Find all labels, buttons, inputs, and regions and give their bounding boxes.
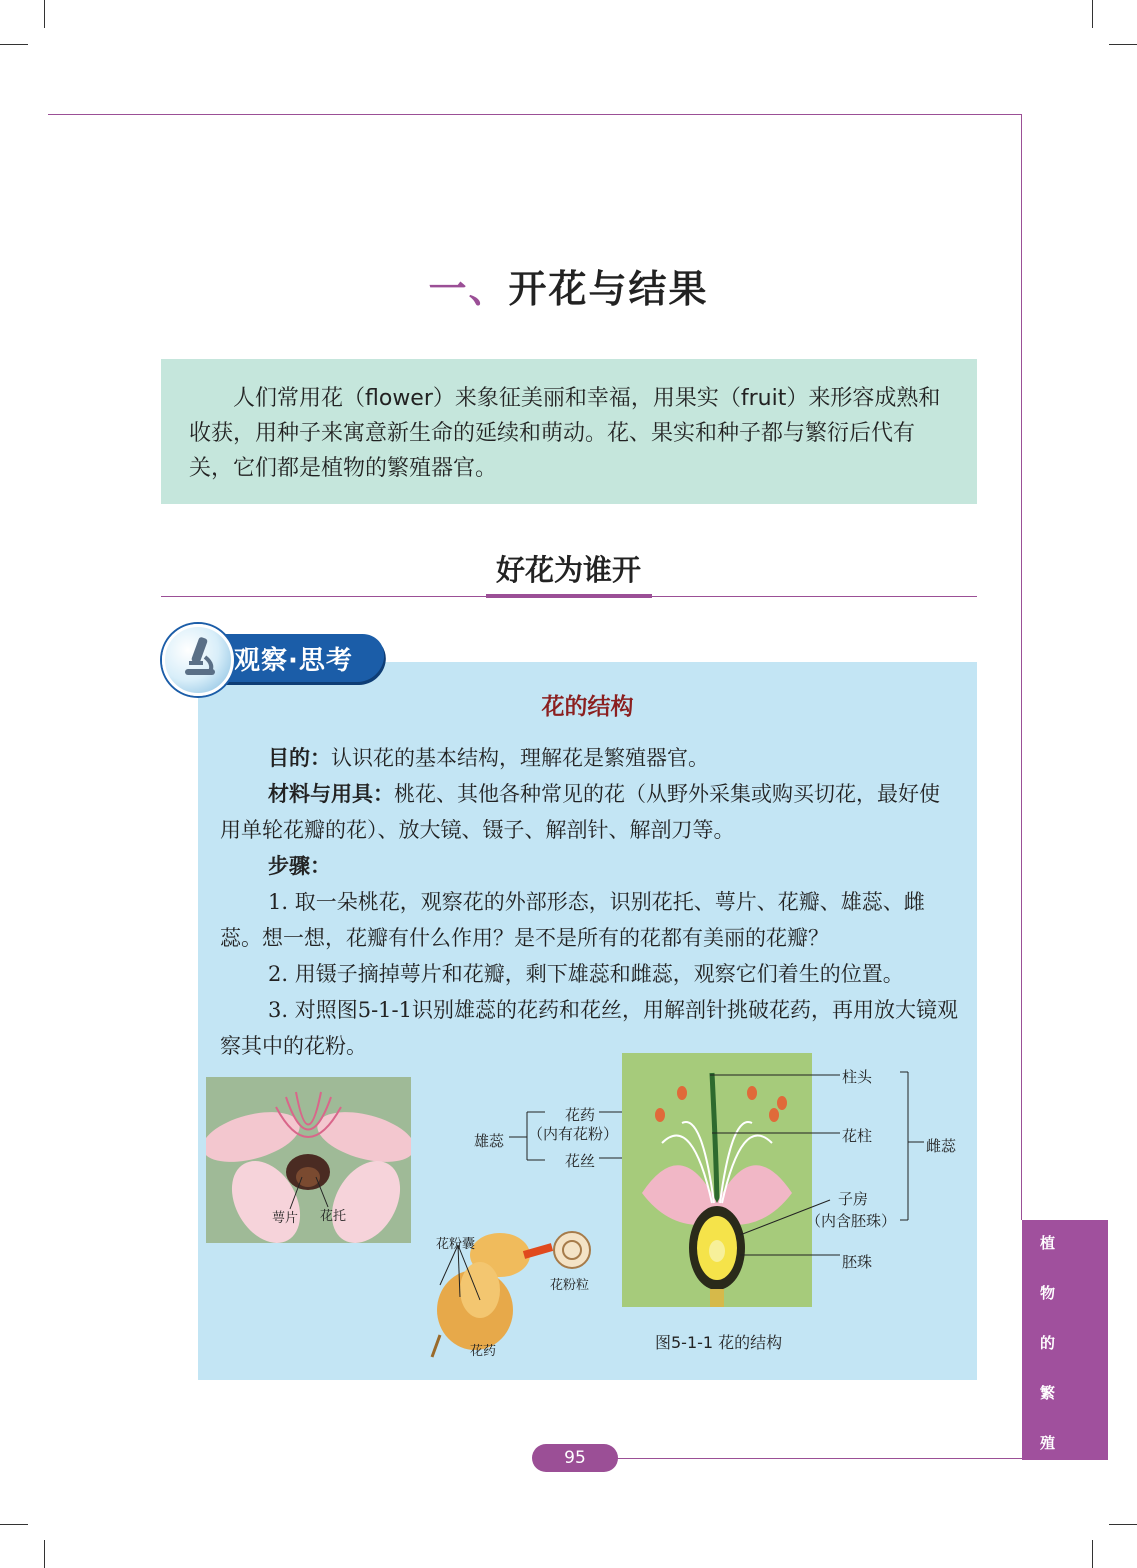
activity-badge: [162, 624, 392, 694]
crop-mark: [44, 1540, 45, 1568]
purpose-label: 目的：: [268, 746, 331, 770]
label-anther: 花药: [565, 1106, 596, 1124]
label-pistil: 雌蕊: [926, 1137, 957, 1155]
crop-mark: [1092, 1540, 1093, 1568]
side-tab-char: 植: [1040, 1234, 1056, 1252]
purpose-paragraph: [220, 740, 960, 776]
peach-flower-photo: [206, 1077, 411, 1243]
materials-text: 桃花、其他各种常见的花（从野外采集或购买切花，最好使用单轮花瓣的花）、放大镜、镊子、解剖针、解剖刀等。: [220, 782, 940, 842]
page-frame-top: [48, 114, 1022, 115]
side-tab-char: 繁: [1040, 1384, 1056, 1402]
materials-label: 材料与用具：: [268, 782, 394, 806]
intro-box: 人们常用花（flower）来象征美丽和幸福，用果实（fruit）来形容成熟和收获，用种子来寓意新生命的延续和萌动。花、果实和种子都与繁衍后代有关，它们都是植物的繁殖器官。: [161, 359, 977, 504]
crop-mark: [0, 1524, 28, 1525]
label-stamen: 雄蕊: [474, 1132, 505, 1150]
label-receptacle: 花托: [320, 1209, 347, 1224]
side-tab-char: 殖: [1040, 1434, 1056, 1452]
label-pollen-sac: 花粉囊: [436, 1237, 476, 1252]
label-ovule: 胚珠: [842, 1253, 873, 1271]
badge-label: 观察·思考: [234, 646, 353, 676]
microscope-icon: [162, 624, 234, 696]
title-number: 一、: [428, 267, 509, 311]
activity-title: 花的结构: [541, 694, 634, 720]
title-text: 开花与结果: [508, 267, 709, 311]
crop-mark: [1092, 0, 1093, 28]
section-title: 好花为谁开: [495, 553, 641, 587]
label-pollen-grain: 花粉粒: [550, 1278, 590, 1293]
steps-heading: [220, 848, 960, 884]
step-item: 3. 对照图5-1-1识别雄蕊的花药和花丝，用解剖针挑破花药，再用放大镜观察其中的花粉。: [220, 998, 958, 1058]
step-item: 2. 用镊子摘掉萼片和花瓣，剩下雄蕊和雌蕊，观察它们着生的位置。: [268, 962, 904, 986]
materials-paragraph: [220, 776, 960, 848]
steps-label: 步骤：: [268, 854, 331, 878]
figure-caption: 图5-1-1 花的结构: [655, 1333, 783, 1352]
crop-mark: [1109, 1524, 1137, 1525]
label-stigma: 柱头: [842, 1068, 873, 1086]
section-rule-accent: [486, 594, 652, 598]
chapter-side-tab: [1022, 1220, 1108, 1460]
label-anther-note: （内有花粉）: [528, 1125, 619, 1143]
page-title: [0, 258, 1137, 313]
crop-mark: [44, 0, 45, 28]
label-sepal: 萼片: [272, 1211, 299, 1226]
label-anther-bottom: 花药: [470, 1344, 497, 1359]
crop-mark: [0, 44, 28, 45]
crop-mark: [1109, 44, 1137, 45]
label-ovary: 子房: [838, 1190, 869, 1208]
side-tab-char: 的: [1040, 1334, 1056, 1352]
page-number: 95: [564, 1448, 586, 1468]
pistil-leader-lines: [700, 1060, 930, 1280]
label-style: 花柱: [842, 1127, 873, 1145]
label-filament: 花丝: [565, 1152, 596, 1170]
label-ovary-note: （内含胚珠）: [806, 1212, 897, 1230]
step-item: 1. 取一朵桃花，观察花的外部形态，识别花托、萼片、花瓣、雄蕊、雌蕊。想一想，花瓣有什么作用？是不是所有的花都有美丽的花瓣？: [220, 890, 925, 950]
side-tab-char: 物: [1040, 1284, 1056, 1302]
purpose-text: 认识花的基本结构，理解花是繁殖器官。: [331, 746, 709, 770]
